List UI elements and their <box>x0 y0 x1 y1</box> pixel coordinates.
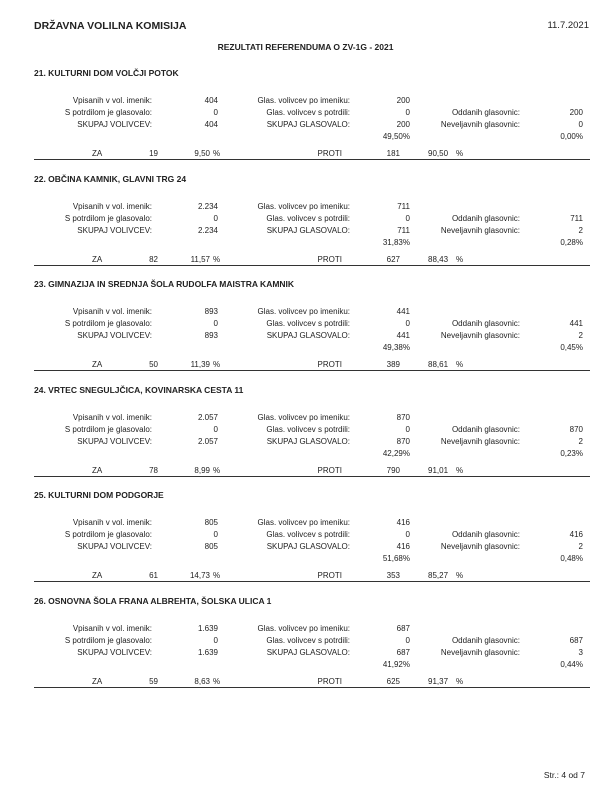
voted-by-register-value: 200 <box>396 96 410 105</box>
total-voters-label: SKUPAJ VOLIVCEV: <box>77 542 152 551</box>
with-certificate-label: S potrdilom je glasovalo: <box>64 319 152 328</box>
for-count: 61 <box>149 571 158 580</box>
total-voted-label: SKUPAJ GLASOVALO: <box>266 647 350 657</box>
voted-by-register-label: Glas. volivcev po imeniku: <box>257 96 350 105</box>
total-voted-label: SKUPAJ GLASOVALO: <box>266 225 350 235</box>
with-certificate-value: 0 <box>213 635 218 645</box>
voted-by-register-label: Glas. volivcev po imeniku: <box>257 623 350 633</box>
for-percent-sign: % <box>213 676 221 686</box>
invalid-ballots-value: 0 <box>578 120 583 129</box>
turnout-percent: 41,92% <box>382 659 410 669</box>
total-voters-value: 1.639 <box>197 647 218 657</box>
against-percent: 90,50 <box>428 149 449 158</box>
against-percent-sign: % <box>456 360 464 369</box>
invalid-percent: 0,00% <box>560 132 583 141</box>
polling-station-title: 25. KULTURNI DOM PODGORJE <box>34 490 164 500</box>
invalid-ballots-label: Neveljavnih glasovnic: <box>440 120 520 129</box>
total-voted-label: SKUPAJ GLASOVALO: <box>266 120 350 129</box>
ballots-cast-value: 200 <box>569 108 583 117</box>
ballots-cast-label: Oddanih glasovnic: <box>451 530 520 539</box>
for-percent-sign: % <box>213 465 221 475</box>
voted-by-register-label: Glas. volivcev po imeniku: <box>257 307 350 316</box>
against-percent-sign: % <box>456 149 464 158</box>
for-percent-sign: % <box>213 149 221 158</box>
total-voters-label: SKUPAJ VOLIVCEV: <box>77 225 152 235</box>
with-certificate-value: 0 <box>213 424 218 434</box>
total-voted-value: 711 <box>397 225 410 235</box>
registered-value: 2.234 <box>197 201 218 211</box>
voted-by-register-value: 687 <box>396 623 410 633</box>
invalid-percent: 0,28% <box>560 237 583 247</box>
voted-with-certificate-label: Glas. volivcev s potrdili: <box>266 424 350 434</box>
invalid-percent: 0,45% <box>560 343 583 352</box>
against-count: 353 <box>386 571 400 580</box>
for-percent: 11,39 <box>190 360 210 369</box>
voted-by-register-value: 711 <box>397 201 410 211</box>
ballots-cast-value: 416 <box>569 530 583 539</box>
registered-label: Vpisanih v vol. imenik: <box>72 412 152 422</box>
total-voters-value: 2.057 <box>197 436 218 446</box>
invalid-ballots-value: 2 <box>578 225 583 235</box>
turnout-percent: 42,29% <box>382 448 410 458</box>
polling-station-section <box>0 279 611 385</box>
for-percent: 9,50 <box>194 149 210 158</box>
organization-name: DRŽAVNA VOLILNA KOMISIJA <box>34 20 187 32</box>
report-date: 11.7.2021 <box>547 20 589 31</box>
voted-by-register-value: 441 <box>396 307 410 316</box>
against-percent-sign: % <box>456 676 464 686</box>
ballots-cast-value: 870 <box>569 424 583 434</box>
invalid-percent: 0,44% <box>560 659 583 669</box>
registered-value: 404 <box>204 96 218 105</box>
for-label: ZA <box>92 149 103 158</box>
voted-with-certificate-label: Glas. volivcev s potrdili: <box>266 530 350 539</box>
total-voters-value: 404 <box>204 120 218 129</box>
voted-with-certificate-value: 0 <box>405 424 410 434</box>
with-certificate-value: 0 <box>213 108 218 117</box>
with-certificate-value: 0 <box>213 213 218 223</box>
ballots-cast-label: Oddanih glasovnic: <box>451 635 520 645</box>
for-percent-sign: % <box>213 360 221 369</box>
for-label: ZA <box>92 360 103 369</box>
registered-value: 805 <box>204 518 218 527</box>
against-percent: 91,37 <box>428 676 449 686</box>
with-certificate-label: S potrdilom je glasovalo: <box>64 108 152 117</box>
against-count: 790 <box>386 465 400 475</box>
registered-label: Vpisanih v vol. imenik: <box>72 623 152 633</box>
for-count: 50 <box>149 360 158 369</box>
invalid-ballots-label: Neveljavnih glasovnic: <box>440 542 520 551</box>
against-label: PROTI <box>317 676 342 686</box>
against-percent: 91,01 <box>428 465 449 475</box>
voted-with-certificate-value: 0 <box>405 108 410 117</box>
against-percent-sign: % <box>456 571 464 580</box>
against-percent: 88,43 <box>428 254 449 264</box>
total-voted-value: 687 <box>396 647 410 657</box>
voted-by-register-value: 870 <box>396 412 410 422</box>
invalid-ballots-value: 2 <box>578 436 583 446</box>
turnout-percent: 49,50% <box>382 132 410 141</box>
invalid-ballots-value: 2 <box>578 542 583 551</box>
total-voted-label: SKUPAJ GLASOVALO: <box>266 542 350 551</box>
ballots-cast-label: Oddanih glasovnic: <box>451 319 520 328</box>
voted-with-certificate-value: 0 <box>405 213 410 223</box>
invalid-percent: 0,23% <box>560 448 583 458</box>
for-label: ZA <box>92 571 103 580</box>
total-voted-value: 200 <box>396 120 410 129</box>
against-label: PROTI <box>317 465 342 475</box>
against-label: PROTI <box>317 571 342 580</box>
section-divider <box>34 265 590 266</box>
for-label: ZA <box>92 465 103 475</box>
registered-label: Vpisanih v vol. imenik: <box>72 201 152 211</box>
invalid-ballots-value: 3 <box>578 647 583 657</box>
section-divider <box>34 370 590 371</box>
against-count: 627 <box>386 254 400 264</box>
voted-by-register-label: Glas. volivcev po imeniku: <box>257 201 350 211</box>
voted-by-register-value: 416 <box>396 518 410 527</box>
registered-value: 893 <box>204 307 218 316</box>
for-count: 82 <box>149 254 158 264</box>
total-voters-value: 2.234 <box>197 225 218 235</box>
for-count: 19 <box>149 149 158 158</box>
registered-label: Vpisanih v vol. imenik: <box>72 518 152 527</box>
total-voters-label: SKUPAJ VOLIVCEV: <box>77 120 152 129</box>
turnout-percent: 31,83% <box>382 237 410 247</box>
registered-label: Vpisanih v vol. imenik: <box>72 96 152 105</box>
for-label: ZA <box>92 676 103 686</box>
ballots-cast-value: 687 <box>569 635 583 645</box>
for-count: 78 <box>149 465 158 475</box>
total-voted-label: SKUPAJ GLASOVALO: <box>266 436 350 446</box>
invalid-ballots-label: Neveljavnih glasovnic: <box>440 225 520 235</box>
against-count: 625 <box>386 676 400 686</box>
with-certificate-label: S potrdilom je glasovalo: <box>64 424 152 434</box>
with-certificate-value: 0 <box>213 319 218 328</box>
ballots-cast-label: Oddanih glasovnic: <box>451 424 520 434</box>
section-divider <box>34 159 590 160</box>
turnout-percent: 49,38% <box>382 343 410 352</box>
ballots-cast-label: Oddanih glasovnic: <box>451 213 520 223</box>
for-label: ZA <box>92 254 103 264</box>
voted-by-register-label: Glas. volivcev po imeniku: <box>257 518 350 527</box>
for-percent-sign: % <box>213 254 221 264</box>
invalid-percent: 0,48% <box>560 554 583 563</box>
polling-station-title: 24. VRTEC SNEGULJČICA, KOVINARSKA CESTA 11 <box>34 384 244 395</box>
invalid-ballots-label: Neveljavnih glasovnic: <box>440 436 520 446</box>
voted-with-certificate-label: Glas. volivcev s potrdili: <box>266 635 350 645</box>
against-label: PROTI <box>317 254 342 264</box>
against-label: PROTI <box>317 149 342 158</box>
for-percent: 8,63 <box>194 676 210 686</box>
for-count: 59 <box>149 676 158 686</box>
against-percent-sign: % <box>456 465 464 475</box>
voted-with-certificate-value: 0 <box>405 319 410 328</box>
voted-with-certificate-value: 0 <box>405 530 410 539</box>
total-voters-label: SKUPAJ VOLIVCEV: <box>77 647 152 657</box>
polling-station-section <box>0 596 611 702</box>
voted-with-certificate-label: Glas. volivcev s potrdili: <box>266 108 350 117</box>
invalid-ballots-value: 2 <box>578 331 583 340</box>
total-voters-label: SKUPAJ VOLIVCEV: <box>77 436 152 446</box>
total-voters-value: 893 <box>204 331 218 340</box>
total-voted-value: 870 <box>396 436 410 446</box>
registered-value: 1.639 <box>197 623 218 633</box>
polling-station-title: 22. OBČINA KAMNIK, GLAVNI TRG 24 <box>34 173 187 184</box>
for-percent: 8,99 <box>194 465 210 475</box>
voted-with-certificate-label: Glas. volivcev s potrdili: <box>266 213 350 223</box>
against-label: PROTI <box>317 360 342 369</box>
with-certificate-value: 0 <box>213 530 218 539</box>
polling-station-title: 21. KULTURNI DOM VOLČJI POTOK <box>34 68 179 78</box>
voted-with-certificate-label: Glas. volivcev s potrdili: <box>266 319 350 328</box>
total-voted-value: 416 <box>396 542 410 551</box>
ballots-cast-value: 711 <box>570 213 583 223</box>
section-divider <box>34 476 590 477</box>
total-voted-label: SKUPAJ GLASOVALO: <box>266 331 350 340</box>
against-percent-sign: % <box>456 254 464 264</box>
polling-station-section <box>0 68 611 174</box>
voted-with-certificate-value: 0 <box>405 635 410 645</box>
invalid-ballots-label: Neveljavnih glasovnic: <box>440 647 520 657</box>
for-percent: 11,57 <box>190 254 210 264</box>
report-title: REZULTATI REFERENDUMA O ZV-1G - 2021 <box>217 42 394 52</box>
ballots-cast-value: 441 <box>569 319 583 328</box>
invalid-ballots-label: Neveljavnih glasovnic: <box>440 331 520 340</box>
with-certificate-label: S potrdilom je glasovalo: <box>64 213 152 223</box>
against-percent: 85,27 <box>428 571 449 580</box>
ballots-cast-label: Oddanih glasovnic: <box>451 108 520 117</box>
total-voters-value: 805 <box>204 542 218 551</box>
polling-station-section <box>0 385 611 491</box>
polling-station-title: 23. GIMNAZIJA IN SREDNJA ŠOLA RUDOLFA MAISTRA KAMNIK <box>34 279 295 289</box>
section-divider <box>34 687 590 688</box>
section-divider <box>34 581 590 582</box>
with-certificate-label: S potrdilom je glasovalo: <box>64 635 152 645</box>
for-percent: 14,73 <box>189 571 210 580</box>
voted-by-register-label: Glas. volivcev po imeniku: <box>257 412 350 422</box>
total-voters-label: SKUPAJ VOLIVCEV: <box>77 331 152 340</box>
turnout-percent: 51,68% <box>382 554 410 563</box>
for-percent-sign: % <box>213 571 221 580</box>
against-percent: 88,61 <box>428 360 449 369</box>
with-certificate-label: S potrdilom je glasovalo: <box>64 530 152 539</box>
polling-station-title: 26. OSNOVNA ŠOLA FRANA ALBREHTA, ŠOLSKA ULICA 1 <box>34 595 272 606</box>
registered-label: Vpisanih v vol. imenik: <box>72 307 152 316</box>
page-number: Str.: 4 od 7 <box>543 770 585 780</box>
polling-station-section <box>0 490 611 596</box>
against-count: 389 <box>386 360 400 369</box>
total-voted-value: 441 <box>396 331 410 340</box>
against-count: 181 <box>386 149 400 158</box>
registered-value: 2.057 <box>197 412 218 422</box>
polling-station-section <box>0 174 611 280</box>
